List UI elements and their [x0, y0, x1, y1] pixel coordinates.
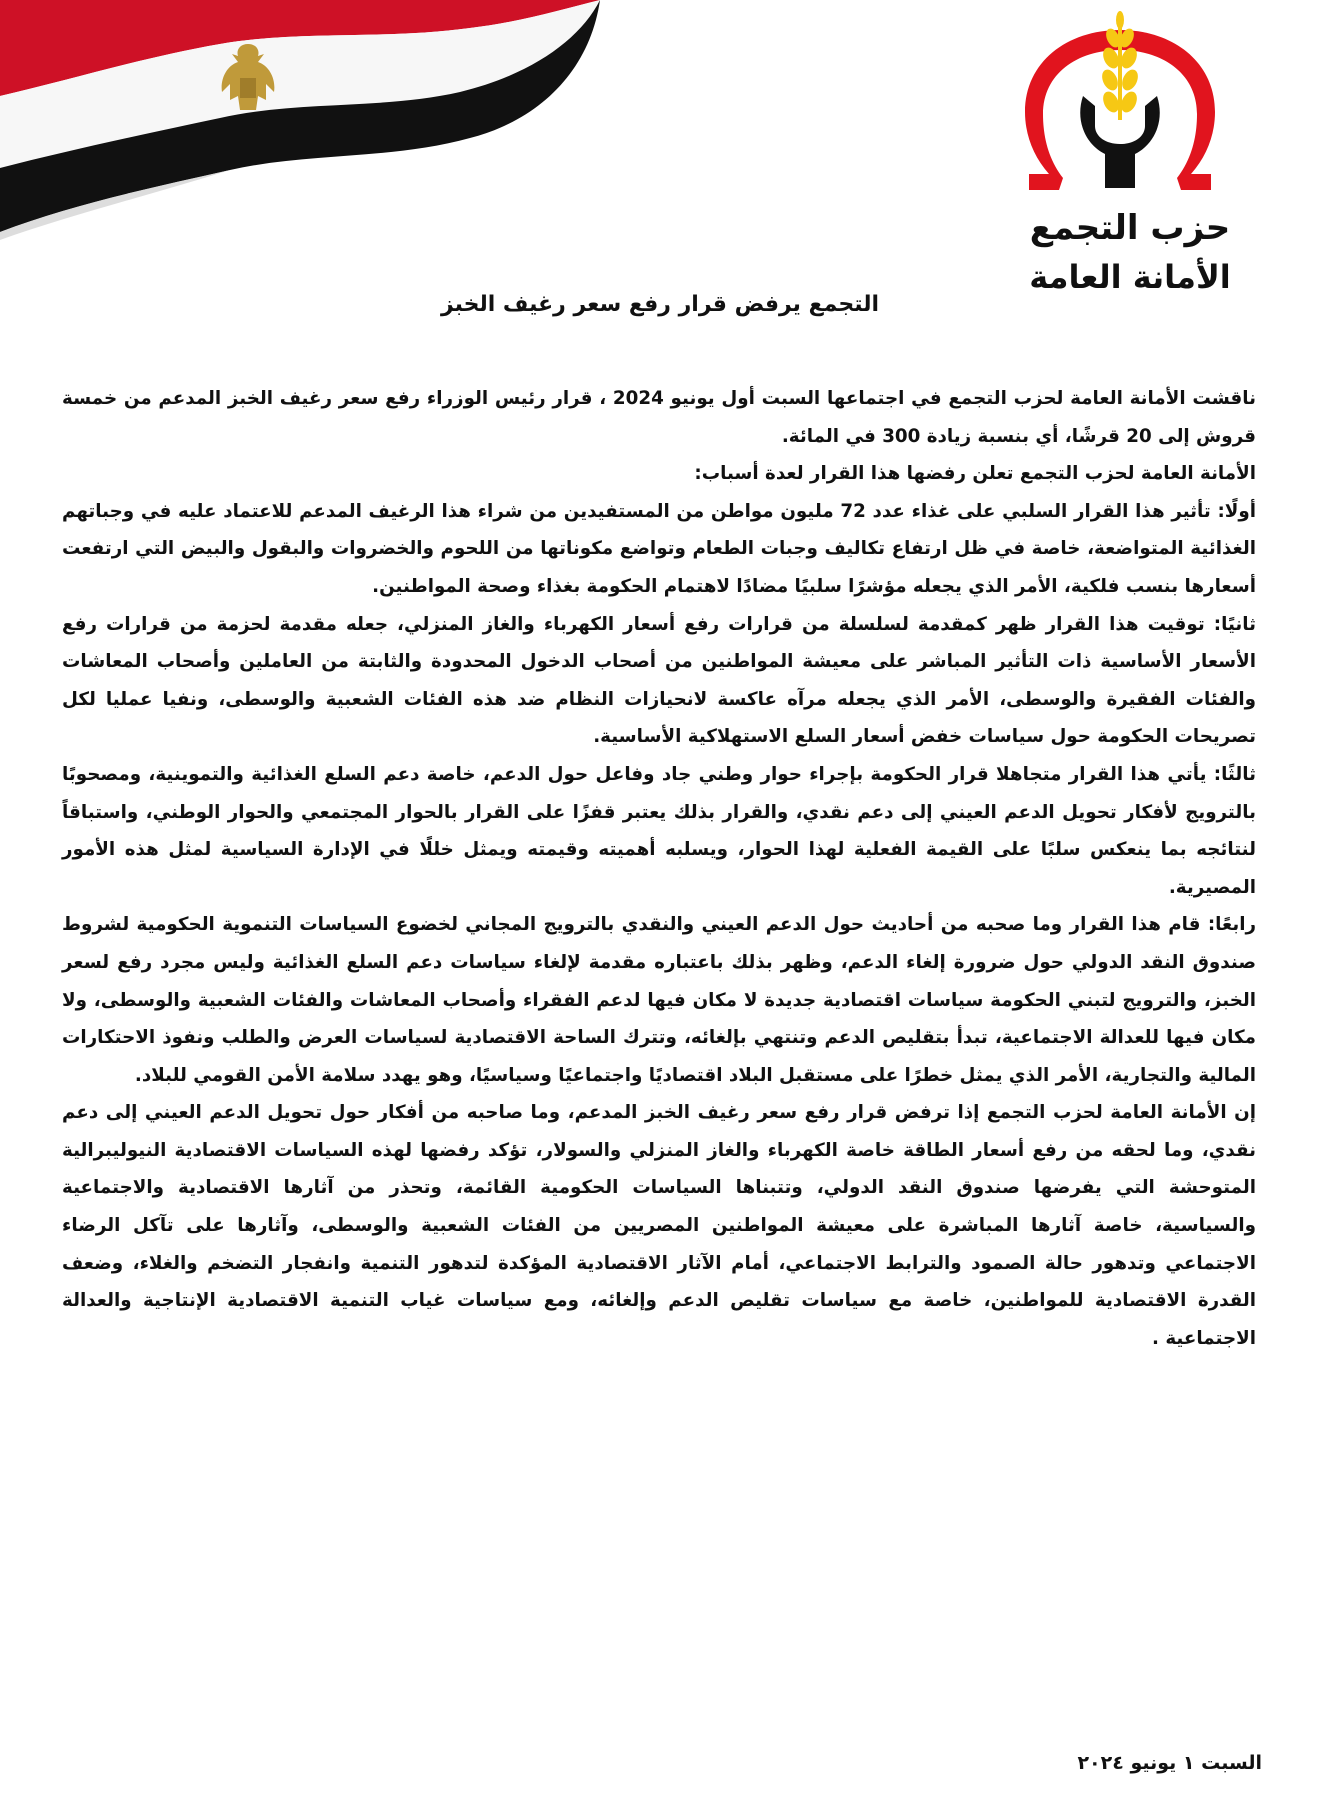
wheat-icon — [1099, 11, 1141, 120]
document-title: التجمع يرفض قرار رفع سعر رغيف الخبز — [440, 292, 880, 317]
party-subtitle: الأمانة العامة — [1029, 258, 1231, 296]
body-paragraph: أولًا: تأثير هذا القرار السلبي على غذاء عدد 72 مليون مواطن من المستفيدين من شراء هذا الرغيف المدعم للاعتماد عليه في وجباتهم الغذائية المتواضعة، خاصة في ظل ارتفاع تكاليف وجبات الطعام وتواضع مكوناتها من اللحوم والخضروات والبقول والبيض التي ارتفعت أسعارها بنسب فلكية، الأمر الذي يجعله مؤشرًا سلبيًا مضادًا لاهتمام الحكومة بغذاء وصحة المواطنين. — [62, 500, 1256, 597]
document-body — [62, 380, 1256, 1357]
document-date: السبت ١ يونيو ٢٠٢٤ — [1077, 1752, 1262, 1774]
body-paragraph: ثالثًا: يأتي هذا القرار متجاهلا قرار الحكومة بإجراء حوار وطني جاد وفاعل حول الدعم، خاصة دعم السلع الغذائية والتموينية، ومصحوبًا بالترويج لأفكار تحويل الدعم العيني إلى دعم نقدي، والقرار بذلك يعتبر قفزًا على القرار بالحوار المجتمعي والحوار الوطني، واستباقاً لنتائجه بما ينعكس سلبًا على القيمة الفعلية لهذا الحوار، ويسلبه أهميته وقيمته ويمثل خللًا في الإدارة السياسية لمثل هذه الأمور المصيرية. — [62, 763, 1256, 898]
party-logo — [1025, 8, 1215, 228]
body-paragraph: رابعًا: قام هذا القرار وما صحبه من أحاديث حول الدعم العيني والنقدي بالترويج المجاني لخضوع السياسات التنموية الحكومية لشروط صندوق النقد الدولي حول ضرورة إلغاء الدعم، وظهر بذلك باعتباره مقدمة لإلغاء سياسات دعم السلع الغذائية وليس مجرد رفع لسعر الخبز، والترويج لتبني الحكومة سياسات اقتصادية جديدة لا مكان فيها لدعم الفقراء وأصحاب المعاشات والفئات الشعبية والوسطى، ولا مكان فيها للعدالة الاجتماعية، تبدأ بتقليص الدعم وتنتهي بإلغائه، وتترك الساحة الاقتصادية لسياسات العرض والطلب ونفوذ الاحتكارات المالية والتجارية، الأمر الذي يمثل خطرًا على مستقبل البلاد اقتصاديًا واجتماعيًا وسياسيًا، وهو يهدد سلامة الأمن القومي للبلاد. — [62, 914, 1256, 1086]
egypt-flag-banner — [0, 0, 600, 240]
body-paragraph: إن الأمانة العامة لحزب التجمع إذا ترفض قرار رفع سعر رغيف الخبز المدعم، وما صاحبه من أفكار حول تحويل الدعم العيني إلى دعم نقدي، وما لحقه من رفع أسعار الطاقة خاصة الكهرباء والغاز المنزلي والسولار، تؤكد رفضها لهذه السياسات الاقتصادية النيوليبرالية المتوحشة التي يفرضها صندوق النقد الدولي، وتتبناها السياسات الحكومية القائمة، وتحذر من آثارها الاقتصادية والاجتماعية والسياسية، خاصة آثارها المباشرة على معيشة المواطنين المصريين من الفئات الشعبية والوسطى، وآثارها على تآكل الرضاء الاجتماعي وتدهور حالة الصمود والترابط الاجتماعي، أمام الآثار الاقتصادية المؤكدة لتدهور التنمية وانفجار التضخم والغلاء، وضعف القدرة الاقتصادية للمواطنين، خاصة مع سياسات تقليص الدعم وإلغائه، ومع سياسات غياب التنمية الاقتصادية الإنتاجية والعدالة الاجتماعية . — [62, 1102, 1256, 1349]
body-paragraph: ثانيًا: توقيت هذا القرار ظهر كمقدمة لسلسلة من قرارات رفع أسعار الكهرباء والغاز المنزلي، جعله مقدمة لحزمة من قرارات رفع الأسعار الأساسية ذات التأثير المباشر على معيشة المواطنين من أصحاب الدخول المحدودة والثابتة من العاملين وأصحاب المعاشات والفئات الفقيرة والوسطى، الأمر الذي يجعله مرآه عاكسة لانحيازات النظام ضد هذه الفئات الشعبية والوسطى، ونفيا عمليا لكل تصريحات الحكومة حول سياسات خفض أسعار السلع الاستهلاكية الأساسية. — [62, 613, 1256, 748]
body-paragraph: ناقشت الأمانة العامة لحزب التجمع في اجتماعها السبت أول يونيو 2024 ، قرار رئيس الوزراء رفع سعر رغيف الخبز المدعم من خمسة قروش إلى 20 قرشًا، أي بنسبة زيادة 300 في المائة. — [62, 388, 1256, 447]
party-name: حزب التجمع — [1029, 208, 1231, 248]
body-paragraph: الأمانة العامة لحزب التجمع تعلن رفضها هذا القرار لعدة أسباب: — [694, 463, 1256, 485]
